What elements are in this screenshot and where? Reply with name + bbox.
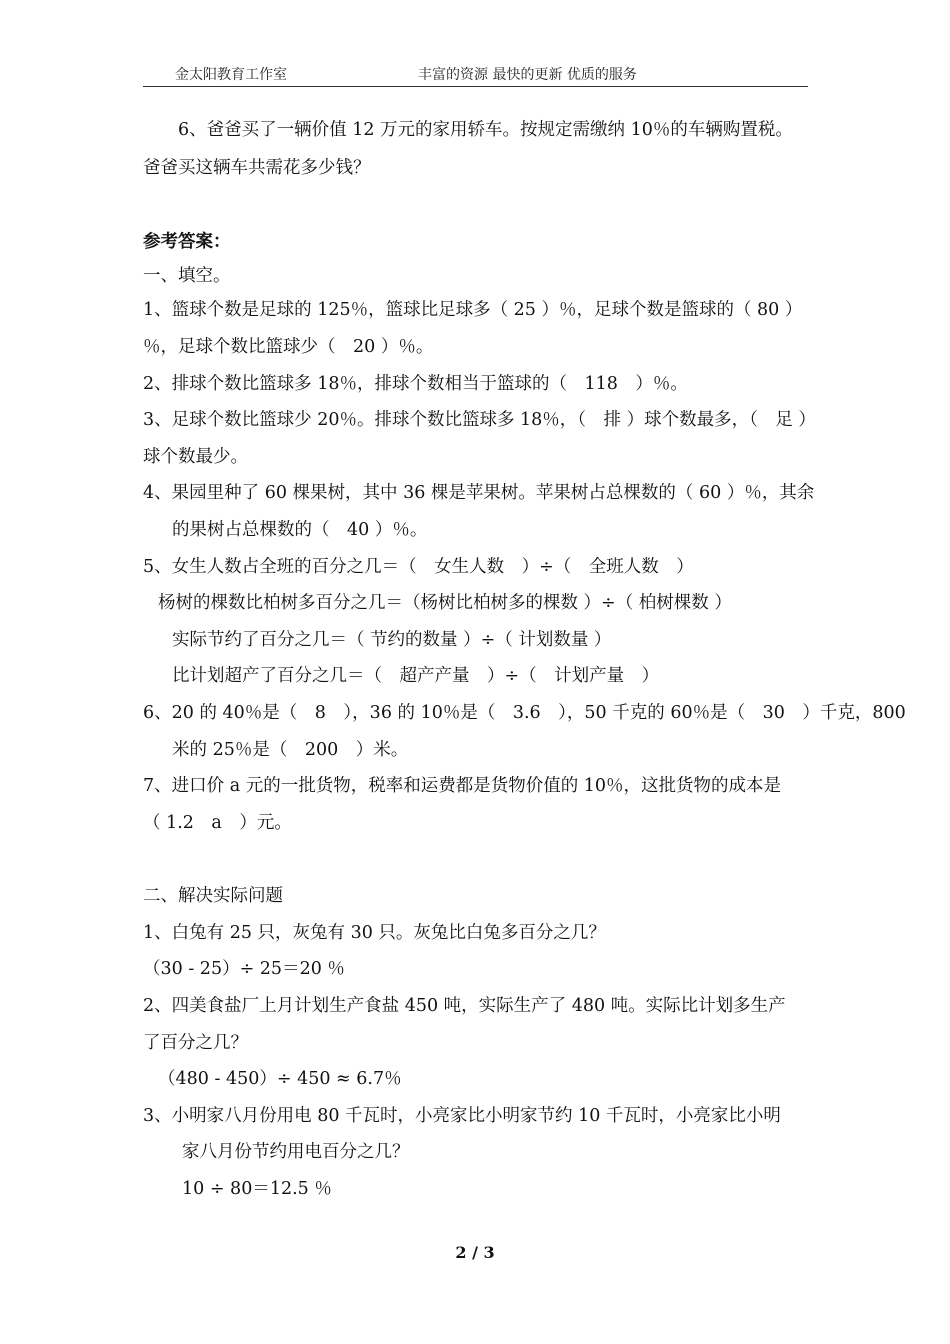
part1-line: 2、排球个数比篮球多 18％，排球个数相当于篮球的（ 118 ）％。 — [143, 374, 688, 394]
header-left-text: 金太阳教育工作室 — [175, 67, 287, 83]
part1-title: 一、填空。 — [143, 266, 231, 286]
part1-line: 实际节约了百分之几＝（ 节约的数量 ）÷（ 计划数量 ） — [172, 630, 612, 650]
part1-line: 5、女生人数占全班的百分之几＝（ 女生人数 ）÷（ 全班人数 ） — [143, 557, 694, 577]
question-6-line-2: 爸爸买这辆车共需花多少钱？ — [143, 158, 371, 178]
part2-line: 2、四美食盐厂上月计划生产食盐 450 吨，实际生产了 480 吨。实际比计划多生产 — [143, 996, 786, 1016]
part1-line: 米的 25％是（ 200 ）米。 — [172, 740, 409, 760]
part1-line: 3、足球个数比篮球少 20％。排球个数比篮球多 18％，（ 排 ）球个数最多，（ 足 ） — [143, 410, 816, 430]
part2-line: 1、白兔有 25 只，灰兔有 30 只。灰兔比白兔多百分之几？ — [143, 923, 606, 943]
part1-line: 4、果园里种了 60 棵果树，其中 36 棵是苹果树。苹果树占总棵数的（ 60 ）％，其余 — [143, 483, 815, 503]
part2-line: （480 - 450）÷ 450 ≈ 6.7％ — [158, 1069, 402, 1089]
question-6-line-1: 6、爸爸买了一辆价值 12 万元的家用轿车。按规定需缴纳 10％的车辆购置税。 — [178, 120, 793, 140]
part1-line: 的果树占总棵数的（ 40 ）％。 — [172, 520, 428, 540]
part1-line: 球个数最少。 — [143, 447, 248, 467]
part2-line: 10 ÷ 80＝12.5 ％ — [182, 1179, 332, 1199]
answers-title: 参考答案： — [143, 232, 231, 252]
page-number: 2 / 3 — [455, 1243, 495, 1262]
part2-line: 家八月份节约用电百分之几？ — [182, 1142, 410, 1162]
part1-line: 比计划超产了百分之几＝（ 超产产量 ）÷（ 计划产量 ） — [172, 666, 660, 686]
part1-line: 1、篮球个数是足球的 125％，篮球比足球多（ 25 ）％，足球个数是篮球的（ 80 ） — [143, 300, 803, 320]
header-rule — [143, 86, 808, 87]
part1-line: 7、进口价 a 元的一批货物，税率和运费都是货物价值的 10％，这批货物的成本是 — [143, 776, 782, 796]
part1-line: 6、20 的 40％是（ 8 ），36 的 10％是（ 3.6 ），50 千克的 60％是（ 30 ）千克，800 — [143, 703, 906, 723]
part1-line: （ 1.2 a ）元。 — [143, 813, 292, 833]
part2-line: 了百分之几？ — [143, 1033, 248, 1053]
part2-title: 二、解决实际问题 — [143, 886, 283, 906]
part1-line: ％，足球个数比篮球少（ 20 ）％。 — [143, 337, 434, 357]
part1-line: 杨树的棵数比柏树多百分之几＝（杨树比柏树多的棵数 ）÷（ 柏树棵数 ） — [158, 593, 732, 613]
header-right-text: 丰富的资源 最快的更新 优质的服务 — [418, 67, 637, 83]
part2-line: （30 - 25）÷ 25＝20 ％ — [143, 959, 345, 979]
part2-line: 3、小明家八月份用电 80 千瓦时，小亮家比小明家节约 10 千瓦时，小亮家比小明 — [143, 1106, 781, 1126]
